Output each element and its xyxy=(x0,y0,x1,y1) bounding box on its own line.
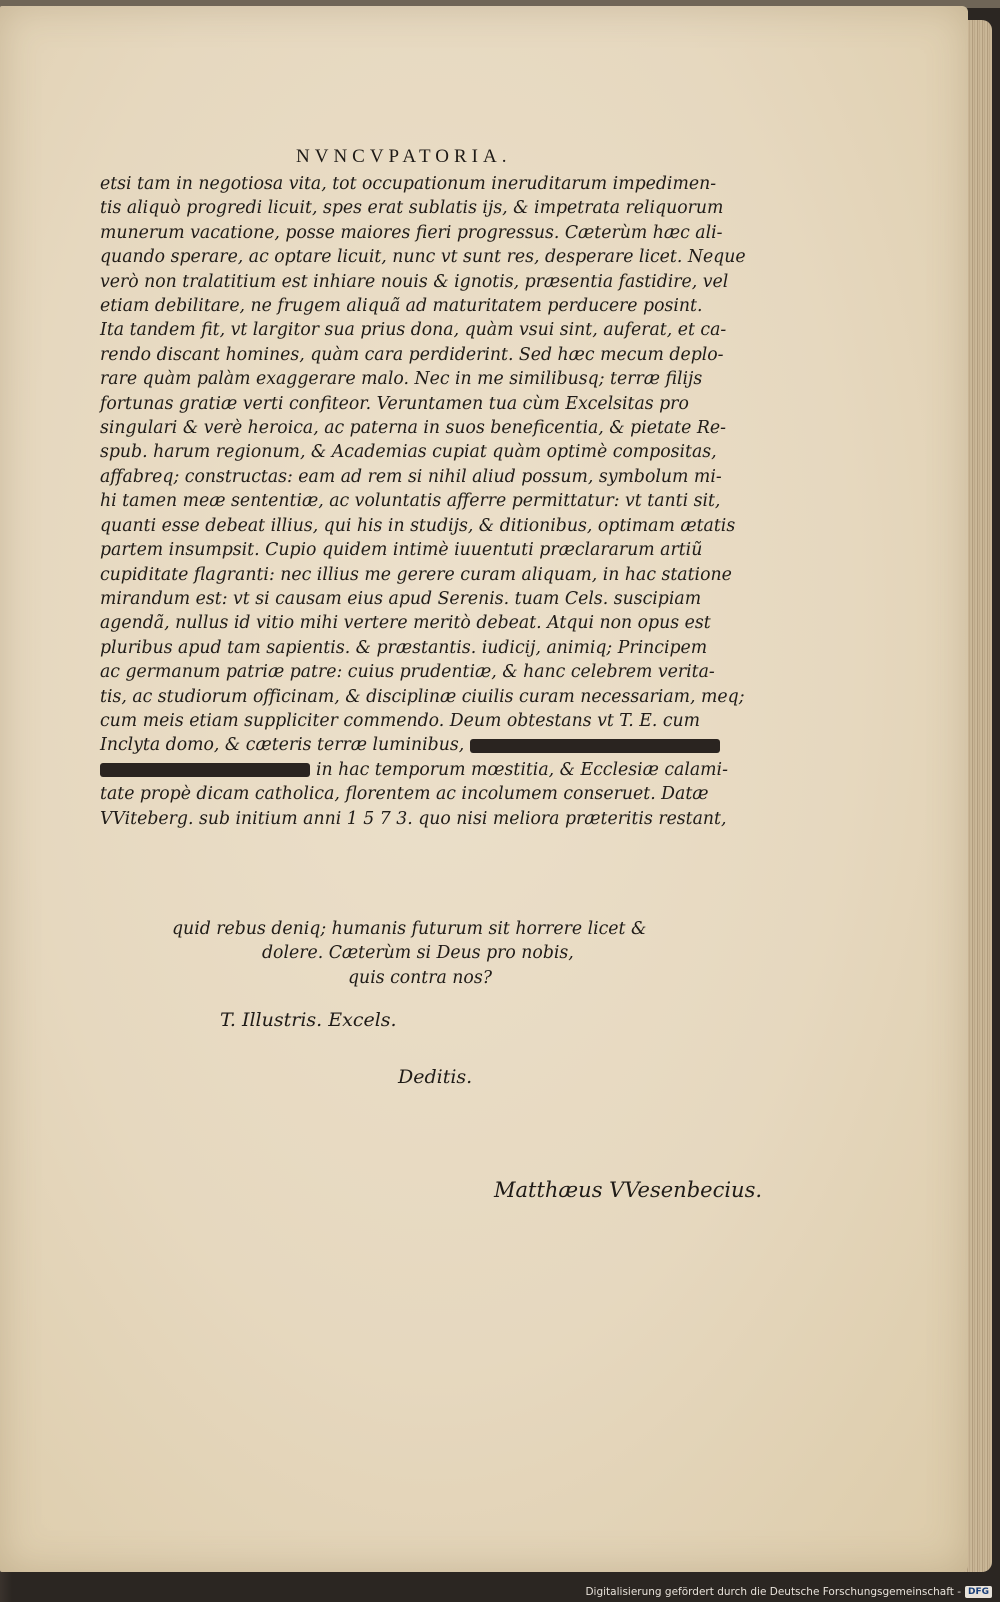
closing-line: dolere. Cæterùm si Deus pro nobis, xyxy=(262,943,574,963)
text-line: munerum vacatione, posse maiores fieri progressus. Cæterùm hæc ali- xyxy=(100,222,723,243)
text-line: etiam debilitare, ne frugem aliquã ad maturitatem perducere posint. xyxy=(100,296,703,317)
redaction-mark xyxy=(470,739,720,753)
closing-line: quis contra nos? xyxy=(348,968,492,988)
text-line: etsi tam in negotiosa vita, tot occupationum ineruditarum impedimen- xyxy=(100,174,717,194)
text-line: tate propè dicam catholica, florentem ac incolumem conseruet. Datæ xyxy=(100,784,709,805)
signature: Matthæus VVesenbecius. xyxy=(494,1178,763,1202)
book-page xyxy=(0,6,968,1572)
text-line: ac germanum patriæ patre: cuius prudentiæ, & hanc celebrem verita- xyxy=(100,662,715,683)
text-line: cum meis etiam suppliciter commendo. Deum obtestans vt T. E. cum xyxy=(100,710,701,731)
dfg-logo: DFG xyxy=(965,1586,992,1598)
text-line: Ita tandem fit, vt largitor sua prius dona, quàm vsui sint, auferat, et ca- xyxy=(100,320,727,341)
devotion: Deditis. xyxy=(398,1066,473,1088)
text-line-with-redaction xyxy=(100,758,780,782)
text-line: cupiditate flagranti: nec illius me gerere curam aliquam, in hac statione xyxy=(100,564,732,585)
text-line: tis aliquò progredi licuit, spes erat sublatis ijs, & impetrata reliquorum xyxy=(100,198,724,219)
text-line-with-redaction xyxy=(100,733,780,757)
show-through-ghost xyxy=(640,926,644,944)
text-line: VViteberg. sub initium anni 1 5 7 3. quo nisi meliora præteritis restant, xyxy=(100,808,727,829)
closing-line: quid rebus deniq; humanis futurum sit horrere licet & xyxy=(172,919,647,939)
text-line: spub. harum regionum, & Academias cupiat quàm optimè compositas, xyxy=(100,442,717,463)
text-segment: Inclyta domo, & cæteris terræ luminibus, xyxy=(100,735,465,756)
body-text xyxy=(100,172,780,831)
text-line: rare quàm palàm exaggerare malo. Nec in me similibusq; terræ filijs xyxy=(100,369,703,390)
text-line: pluribus apud tam sapientis. & præstantis. iudicij, animiq; Principem xyxy=(100,637,708,658)
text-line: quanti esse debeat illius, qui his in studijs, & ditionibus, optimam ætatis xyxy=(100,515,736,536)
text-line: partem insumpsit. Cupio quidem intimè iuuentuti præclararum artiũ xyxy=(100,540,703,561)
text-line: hi tamen meæ sententiæ, ac voluntatis afferre permittatur: vt tanti sit, xyxy=(100,491,721,512)
text-segment: in hac temporum mœstitia, & Ecclesiæ calami- xyxy=(316,759,728,780)
redaction-mark xyxy=(100,763,310,777)
text-line: tis, ac studiorum officinam, & disciplinæ ciuilis curam necessariam, meq; xyxy=(100,686,745,707)
text-line: rendo discant homines, quàm cara perdiderint. Sed hæc mecum deplo- xyxy=(100,344,724,365)
text-line: mirandum est: vt si causam eius apud Serenis. tuam Cels. suscipiam xyxy=(100,588,702,609)
text-line: singulari & verè heroica, ac paterna in suos beneficentia, & pietate Re- xyxy=(100,418,726,439)
footer-credit xyxy=(585,1586,992,1598)
text-line: agendã, nullus id vitio mihi vertere meritò debeat. Atqui non opus est xyxy=(100,613,711,634)
running-head: NVNCVPATORIA. xyxy=(296,146,512,167)
salutation: T. Illustris. Excels. xyxy=(220,1009,397,1031)
text-line: quando sperare, ac optare licuit, nunc vt sunt res, desperare licet. Neque xyxy=(100,247,746,268)
footer-credit-text: Digitalisierung gefördert durch die Deutsche Forschungsgemeinschaft - xyxy=(585,1586,961,1598)
text-line: fortunas gratiæ verti confiteor. Veruntamen tua cùm Excelsitas pro xyxy=(100,393,689,414)
text-line: verò non tralatitium est inhiare nouis & ignotis, præsentia fastidire, vel xyxy=(100,271,729,292)
text-line: affabreq; constructas: eam ad rem si nihil aliud possum, symbolum mi- xyxy=(100,466,722,487)
